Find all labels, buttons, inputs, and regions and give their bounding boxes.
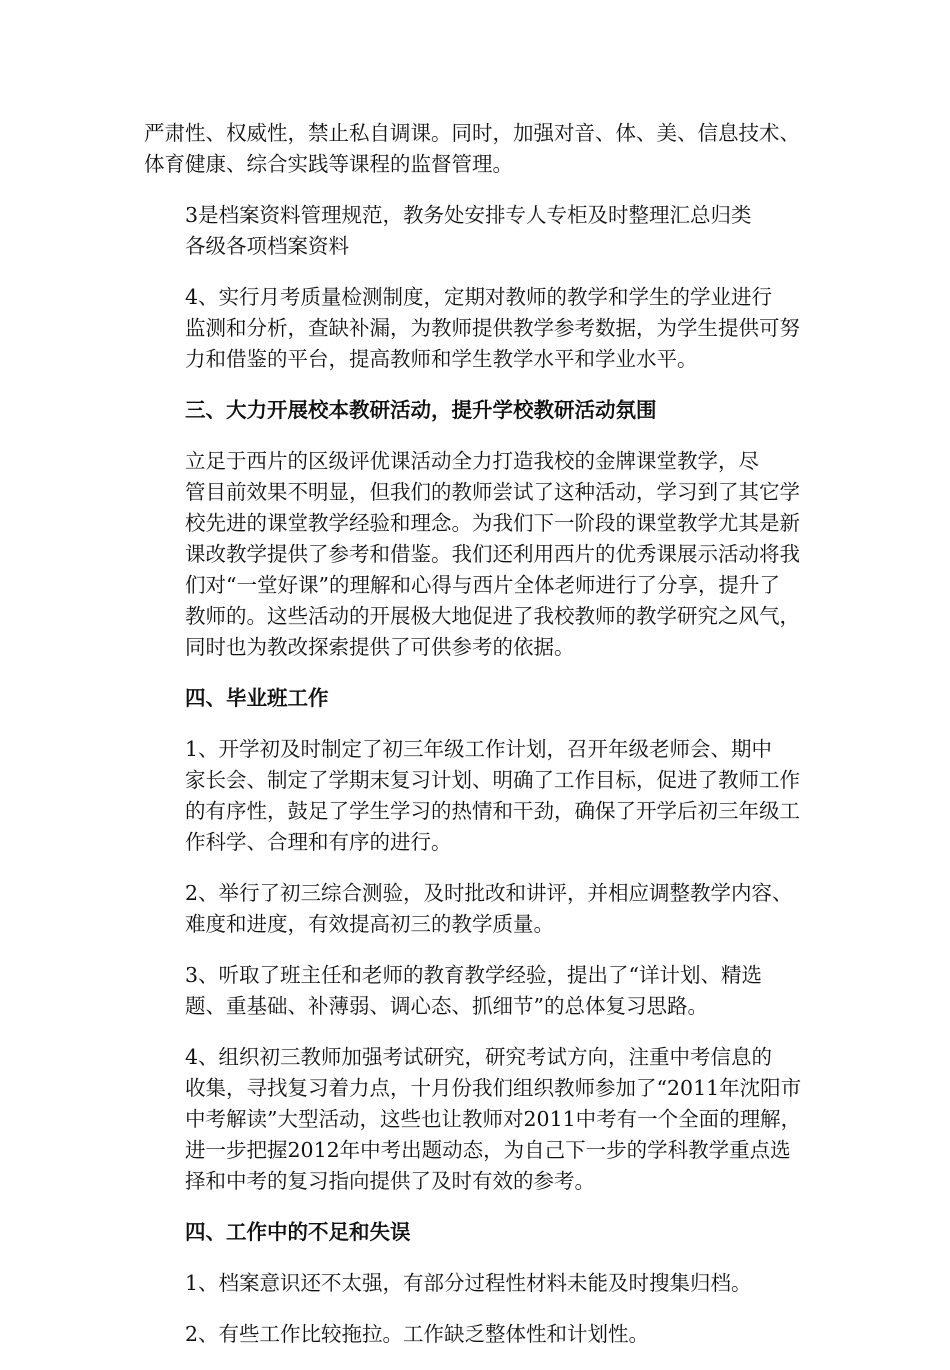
body-paragraph: [144, 878, 806, 940]
text-line: 1、开学初及时制定了初三年级工作计划，召开年级老师会、期中: [185, 737, 773, 761]
body-paragraph: [144, 960, 806, 1022]
body-paragraph: [144, 200, 806, 262]
section-heading: [144, 683, 806, 714]
text-line: 家长会、制定了学期末复习计划、明确了工作目标，促进了教师工作: [185, 768, 800, 792]
text-line: 同时也为教改探索提供了可供参考的依据。: [185, 635, 575, 659]
text-line: 三、大力开展校本教研活动，提升学校教研活动氛围: [185, 398, 657, 422]
text-line: 力和借鉴的平台，提高教师和学生教学水平和学业水平。: [185, 347, 698, 371]
section-heading: [144, 395, 806, 426]
text-line: 校先进的课堂教学经验和理念。为我们下一阶段的课堂教学尤其是新: [185, 511, 800, 535]
body-paragraph: [144, 446, 806, 663]
text-line: 难度和进度，有效提高初三的教学质量。: [185, 912, 554, 936]
text-line: 作科学、合理和有序的进行。: [185, 830, 452, 854]
text-line: 题、重基础、补薄弱、调心态、抓细节”的总体复习思路。: [185, 994, 708, 1018]
text-line: 的有序性，鼓足了学生学习的热情和干劲，确保了开学后初三年级工: [185, 799, 800, 823]
body-paragraph: [144, 734, 806, 858]
text-line: 管目前效果不明显，但我们的教师尝试了这种活动，学习到了其它学: [185, 480, 800, 504]
text-line: 四、工作中的不足和失误: [185, 1220, 411, 1244]
document-page: [144, 118, 806, 1370]
body-paragraph: [144, 1042, 806, 1197]
text-line: 监测和分析，查缺补漏，为教师提供教学参考数据，为学生提供可努: [185, 316, 800, 340]
text-line: 择和中考的复习指向提供了及时有效的参考。: [185, 1169, 595, 1193]
text-line: 体育健康、综合实践等课程的监督管理。: [144, 152, 513, 176]
text-line: 进一步把握2012年中考出题动态，为自己下一步的学科教学重点选: [185, 1138, 791, 1162]
text-line: 1、档案意识还不太强，有部分过程性材料未能及时搜集归档。: [185, 1271, 752, 1295]
text-line: 4、组织初三教师加强考试研究，研究考试方向，注重中考信息的: [185, 1045, 773, 1069]
section-heading: [144, 1217, 806, 1248]
text-line: 四、毕业班工作: [185, 686, 329, 710]
text-line: 3、听取了班主任和老师的教育教学经验，提出了“详计划、精选: [185, 963, 763, 987]
text-line: 中考解读”大型活动，这些也让教师对2011中考有一个全面的理解，: [185, 1107, 802, 1131]
text-line: 严肃性、权威性，禁止私自调课。同时，加强对音、体、美、信息技术、: [144, 121, 800, 145]
body-paragraph: [144, 1319, 806, 1350]
text-line: 教师的。这些活动的开展极大地促进了我校教师的教学研究之风气，: [185, 604, 800, 628]
body-paragraph: [144, 118, 806, 180]
body-paragraph: [144, 1268, 806, 1299]
text-line: 们对“一堂好课”的理解和心得与西片全体老师进行了分享，提升了: [185, 573, 780, 597]
text-line: 2、有些工作比较拖拉。工作缺乏整体性和计划性。: [185, 1322, 650, 1346]
text-line: 各级各项档案资料: [185, 234, 349, 258]
text-line: 立足于西片的区级评优课活动全力打造我校的金牌课堂教学，尽: [185, 449, 759, 473]
text-line: 4、实行月考质量检测制度，定期对教师的教学和学生的学业进行: [185, 285, 773, 309]
text-line: 课改教学提供了参考和借鉴。我们还利用西片的优秀课展示活动将我: [185, 542, 800, 566]
text-line: 收集，寻找复习着力点，十月份我们组织教师参加了“2011年沈阳市: [185, 1076, 802, 1100]
text-line: 3是档案资料管理规范，教务处安排专人专柜及时整理汇总归类: [185, 203, 752, 227]
body-paragraph: [144, 282, 806, 375]
text-line: 2、举行了初三综合测验，及时批改和讲评，并相应调整教学内容、: [185, 881, 793, 905]
